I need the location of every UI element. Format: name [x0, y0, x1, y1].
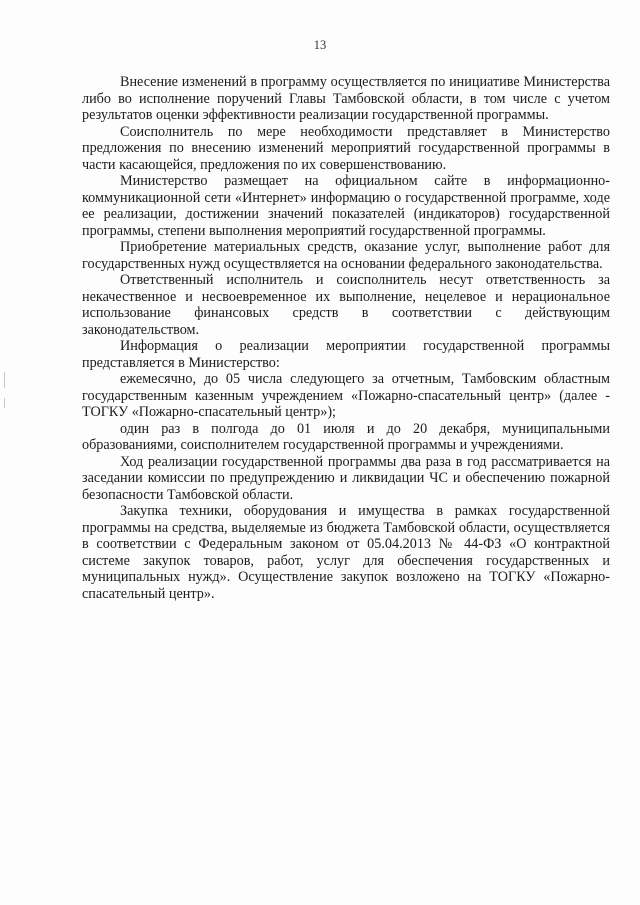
paragraph-equipment-procurement: Закупка техники, оборудования и имущества в рамках государственной программы на средства, выделяемые из бюджета Тамбовской области, осуществляется в соответствии с Федеральным законом от 05.04.2013 № 44-ФЗ «О контрактной системе закупок товаров, работ, услуг для обеспечения государственных и муниципальных нужд». Осуществление закупок возложено на ТОГКУ «Пожарно-спасательный центр».: [82, 503, 610, 602]
page-number: 13: [313, 38, 327, 52]
paragraph-procurement-basis: Приобретение материальных средств, оказание услуг, выполнение работ для государственных нужд осуществляется на основании федерального законодательства.: [82, 239, 610, 272]
paragraph-reporting-intro: Информация о реализации мероприятии государственной программы представляется в Министерство:: [82, 338, 610, 371]
paragraph-program-amendments: Внесение изменений в программу осуществляется по инициативе Министерства либо во исполнение поручений Главы Тамбовской области, в том числе с учетом результатов оценки эффективности реализации государственной программы.: [82, 74, 610, 123]
paragraph-website-publication: Министерство размещает на официальном сайте в информационно-коммуникационной сети «Интернет» информацию о государственной программе, ходе ее реализации, достижении значений показателей (индикаторов) государственной программы, степени выполнения мероприятий государственной программы.: [82, 173, 610, 239]
scan-margin-mark: [4, 398, 5, 408]
scan-margin-mark: [4, 372, 5, 388]
paragraph-co-executor-proposals: Соисполнитель по мере необходимости представляет в Министерство предложения по внесению изменений мероприятий государственной программы в части касающейся, предложения по их совершенствованию.: [82, 123, 610, 173]
paragraph-semiannual-reporting: один раз в полгода до 01 июля и до 20 декабря, муниципальными образованиями, соисполнителем государственной программы и учреждениями.: [82, 420, 610, 453]
document-body: [82, 74, 610, 602]
paragraph-responsibility: Ответственный исполнитель и соисполнитель несут ответственность за некачественное и несвоевременное их выполнение, нецелевое и нерациональное использование финансовых средств в соответствии с действующим законодательством.: [82, 272, 610, 338]
paragraph-commission-review: Ход реализации государственной программы два раза в год рассматривается на заседании комиссии по предупреждению и ликвидации ЧС и обеспечению пожарной безопасности Тамбовской области.: [82, 453, 610, 503]
paragraph-monthly-reporting: ежемесячно, до 05 числа следующего за отчетным, Тамбовским областным государственным казенным учреждением «Пожарно-спасательный центр» (далее - ТОГКУ «Пожарно-спасательный центр»);: [82, 371, 610, 420]
